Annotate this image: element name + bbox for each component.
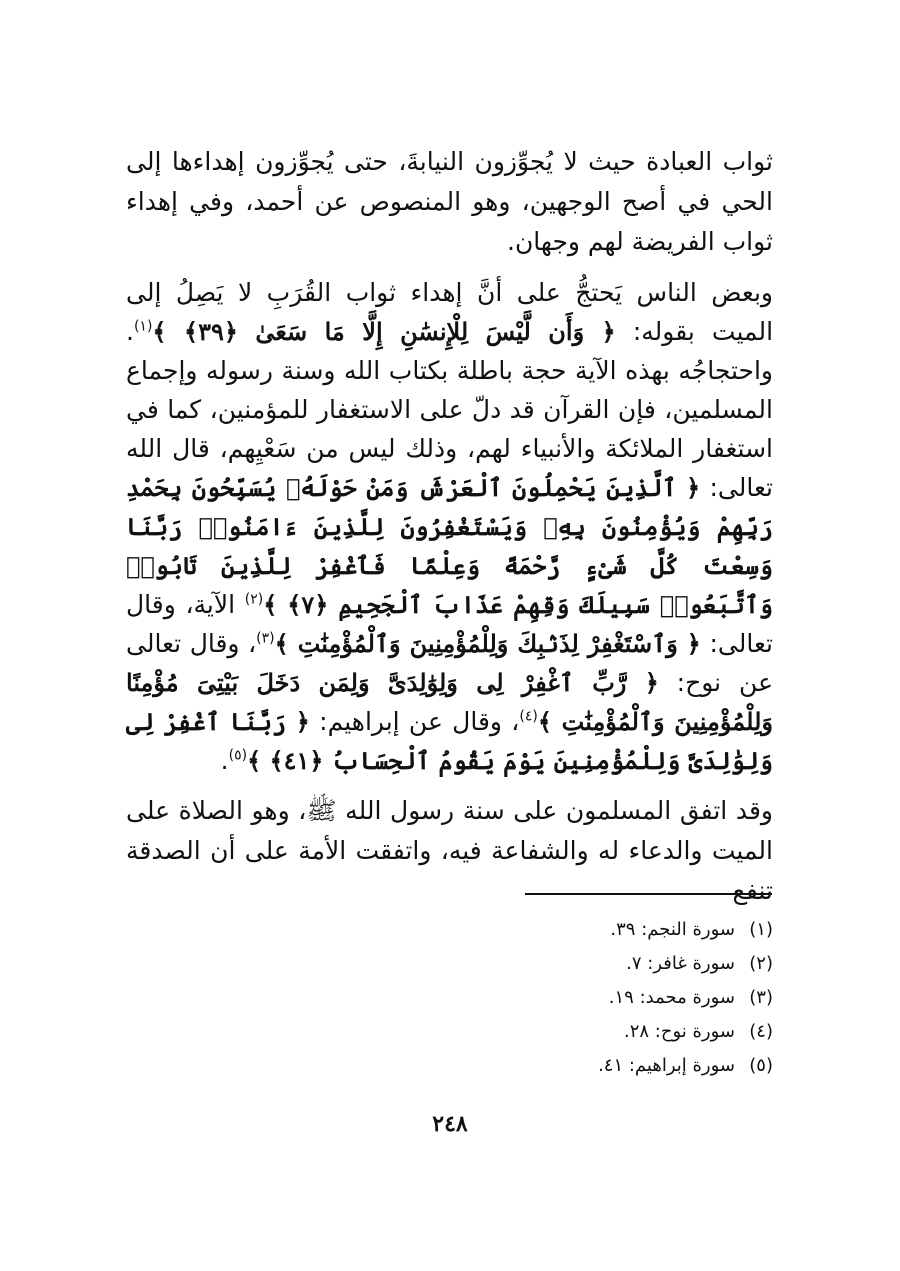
footnote-4 — [413, 1015, 773, 1049]
footnote-number: (١) — [749, 919, 773, 940]
footnote-ref-1: (١) — [133, 318, 153, 335]
footnote-text: سورة نوح: ٢٨. — [623, 1021, 735, 1042]
quran-verse-1: ﴿ وَأَن لَّيْسَ لِلْإِنسَٰنِ إِلَّا مَا سَعَىٰ ﴿٣٩﴾ ﴾ — [152, 317, 616, 346]
paragraph-2-text-2: . واحتجاجُه بهذه الآية حجة باطلة بكتاب الله وسنة رسوله وإجماع المسلمين، فإن القرآن قد دلّ على الاستغفار للمؤمنين، كما في استغفار الملائكة والأنبياء لهم، وذلك ليس من سَعْيِهم، قال الله تعالى: — [126, 317, 774, 502]
quran-verse-4: ﴿ رَّبِّ ٱغْفِرْ لِى وَلِوَٰلِدَىَّ وَلِمَن دَخَلَ بَيْتِىَ مُؤْمِنًا وَلِلْمُؤْمِنِينَ وَٱلْمُؤْمِنَٰتِ ﴾ — [126, 668, 773, 736]
main-text — [126, 142, 773, 911]
paragraph-2-text-6: . — [220, 746, 229, 775]
footnote-1 — [413, 913, 773, 947]
footnotes-list — [413, 913, 773, 1083]
paragraph-2 — [126, 273, 773, 780]
footnote-ref-4: (٤) — [519, 708, 538, 725]
footnote-text: سورة النجم: ٣٩. — [610, 919, 735, 940]
paragraph-2-text-1: وبعض الناس يَحتجُّ على أنَّ إهداء ثواب القُرَبِ لا يَصِلُ إلى الميت بقوله: — [126, 278, 774, 346]
footnote-text: سورة إبراهيم: ٤١. — [598, 1055, 735, 1076]
footnote-3 — [413, 981, 773, 1015]
footnote-divider — [525, 893, 772, 895]
page-number: ٢٤٨ — [432, 1111, 468, 1137]
paragraph-1 — [126, 142, 773, 262]
footnote-number: (٢) — [749, 953, 773, 974]
footnote-number: (٣) — [749, 987, 773, 1008]
paragraph-1-text: ثواب العبادة حيث لا يُجوِّزون النيابةَ، حتى يُجوِّزون إهداءها إلى الحي في أصح الوجهين، وهو المنصوص عن أحمد، وفي إهداء ثواب الفريضة لهم وجهان. — [126, 147, 773, 256]
footnote-text: سورة محمد: ١٩. — [608, 987, 735, 1008]
paragraph-2-text-5: ، وقال عن إبراهيم: — [309, 707, 520, 736]
footnote-number: (٤) — [749, 1021, 773, 1042]
quran-verse-5: ﴿ رَبَّنَا ٱغْفِرْ لِى وَلِوَٰلِدَىَّ وَلِلْمُؤْمِنِينَ يَوْمَ يَقُومُ ٱلْحِسَابُ ﴿٤١﴾ ﴾ — [126, 707, 773, 775]
footnote-ref-3: (٣) — [256, 630, 275, 647]
footnote-ref-5: (٥) — [228, 747, 248, 764]
paragraph-2-text-4: ، وقال تعالى عن نوح: — [126, 629, 773, 697]
footnote-5 — [413, 1049, 773, 1083]
footnote-ref-2: (٢) — [244, 591, 264, 608]
quran-verse-3: ﴿ وَٱسْتَغْفِرْ لِذَنۢبِكَ وَلِلْمُؤْمِنِينَ وَٱلْمُؤْمِنَٰتِ ﴾ — [274, 629, 701, 658]
quran-verse-2: ﴿ ٱلَّذِينَ يَحْمِلُونَ ٱلْعَرْشَ وَمَنْ حَوْلَهُۥ يُسَبِّحُونَ بِحَمْدِ رَبِّهِمْ وَيُؤْمِنُونَ بِهِۦ وَيَسْتَغْفِرُونَ لِلَّذِينَ ءَامَنُوا۟ رَبَّنَا وَسِعْتَ كُلَّ شَىْءٍ رَّحْمَةً وَعِلْمًا فَٱغْفِرْ لِلَّذِينَ تَابُوا۟ وَٱتَّبَعُوا۟ سَبِيلَكَ وَقِهِمْ عَذَابَ ٱلْجَحِيمِ ﴿٧﴾ ﴾ — [126, 473, 773, 619]
footnote-2 — [413, 947, 773, 981]
footnote-text: سورة غافر: ٧. — [626, 953, 735, 974]
paragraph-2-text-3: الآية، وقال تعالى: — [126, 590, 773, 658]
footnote-number: (٥) — [749, 1055, 773, 1076]
paragraph-3-text: وقد اتفق المسلمون على سنة رسول الله ﷺ، وهو الصلاة على الميت والدعاء له والشفاعة فيه، واتفقت الأمة على أن الصدقة تنفع — [126, 796, 773, 905]
